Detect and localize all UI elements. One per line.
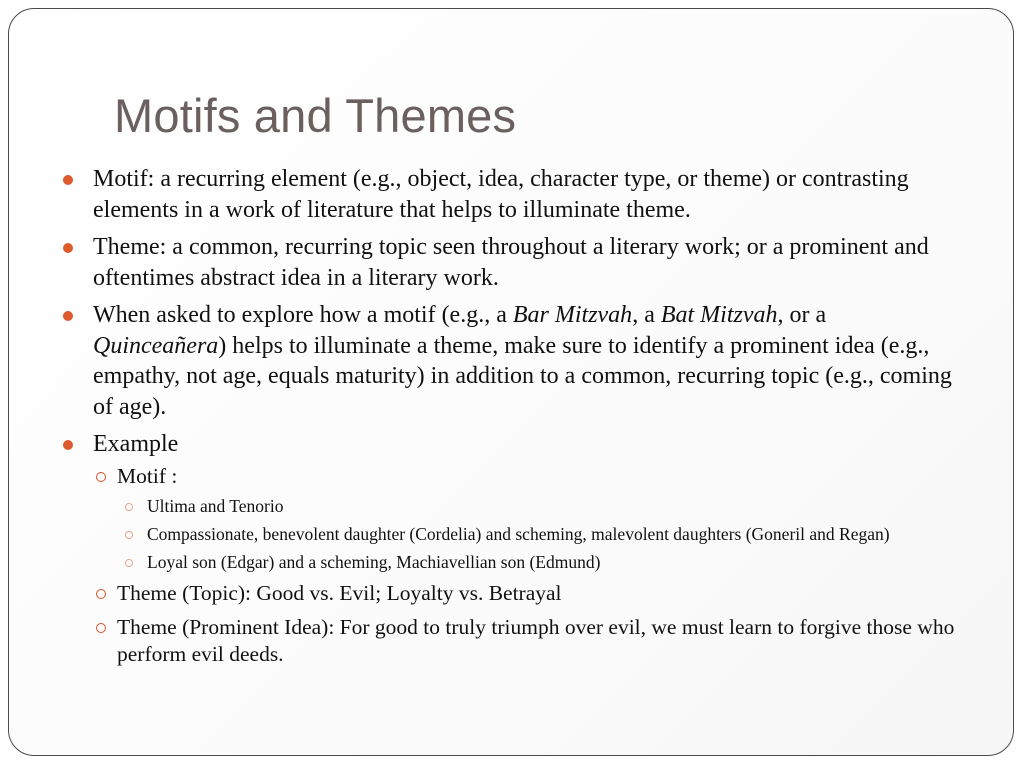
bullet-example bbox=[60, 429, 960, 668]
subbullet-text: Motif : bbox=[117, 463, 178, 488]
small-circle-bullet-icon bbox=[125, 531, 133, 539]
circle-bullet-icon bbox=[96, 589, 106, 599]
bullet-dot-icon bbox=[63, 311, 73, 321]
motif-example-item bbox=[116, 551, 960, 573]
bullet-text-part: , a bbox=[632, 302, 661, 328]
motif-example-text: Loyal son (Edgar) and a scheming, Machiavellian son (Edmund) bbox=[147, 551, 601, 572]
motif-example-item bbox=[116, 495, 960, 517]
italic-term: Quinceañera bbox=[93, 332, 219, 359]
bullet-text-part: When asked to explore how a motif (e.g., a bbox=[93, 302, 513, 328]
subbullet-theme-idea bbox=[87, 614, 960, 668]
slide-body bbox=[60, 164, 960, 675]
bullet-text-part: , or a bbox=[777, 302, 827, 328]
circle-bullet-icon bbox=[96, 472, 106, 482]
small-circle-bullet-icon bbox=[125, 503, 133, 511]
bullet-dot-icon bbox=[63, 440, 73, 450]
bullet-text: Motif: a recurring element (e.g., object, idea, character type, or theme) or contrasting elements in a work of literature that helps to illuminate theme. bbox=[93, 166, 909, 223]
bullet-motif-definition bbox=[60, 164, 960, 225]
motif-example-text: Ultima and Tenorio bbox=[147, 495, 284, 516]
example-sublist bbox=[87, 463, 960, 668]
bullet-explore-instruction bbox=[60, 300, 960, 422]
bullet-text-part: ) helps to illuminate a theme, make sure to identify a prominent idea (e.g., empathy, not age, equals maturity) in addition to a common, recurring topic (e.g., coming of age). bbox=[93, 332, 952, 420]
motif-examples-list bbox=[116, 495, 960, 573]
subbullet-theme-topic bbox=[87, 580, 960, 607]
small-circle-bullet-icon bbox=[125, 559, 133, 567]
italic-term: Bat Mitzvah bbox=[660, 302, 778, 328]
bullet-list bbox=[60, 164, 960, 668]
motif-example-item bbox=[116, 523, 960, 545]
bullet-dot-icon bbox=[63, 243, 73, 253]
slide-title: Motifs and Themes bbox=[114, 89, 517, 142]
subbullet-text: Theme (Prominent Idea): For good to truly triumph over evil, we must learn to forgive those who perform evil deeds. bbox=[117, 614, 955, 666]
subbullet-motif bbox=[87, 463, 960, 573]
bullet-text: Example bbox=[93, 431, 179, 457]
circle-bullet-icon bbox=[96, 623, 106, 633]
subbullet-text: Theme (Topic): Good vs. Evil; Loyalty vs. Betrayal bbox=[117, 580, 562, 605]
bullet-text: Theme: a common, recurring topic seen throughout a literary work; or a prominent and oftentimes abstract idea in a literary work. bbox=[93, 234, 929, 291]
italic-term: Bar Mitzvah bbox=[512, 302, 633, 328]
bullet-theme-definition bbox=[60, 232, 960, 293]
motif-example-text: Compassionate, benevolent daughter (Cordelia) and scheming, malevolent daughters (Goneril and Regan) bbox=[147, 523, 890, 544]
bullet-dot-icon bbox=[63, 175, 73, 185]
